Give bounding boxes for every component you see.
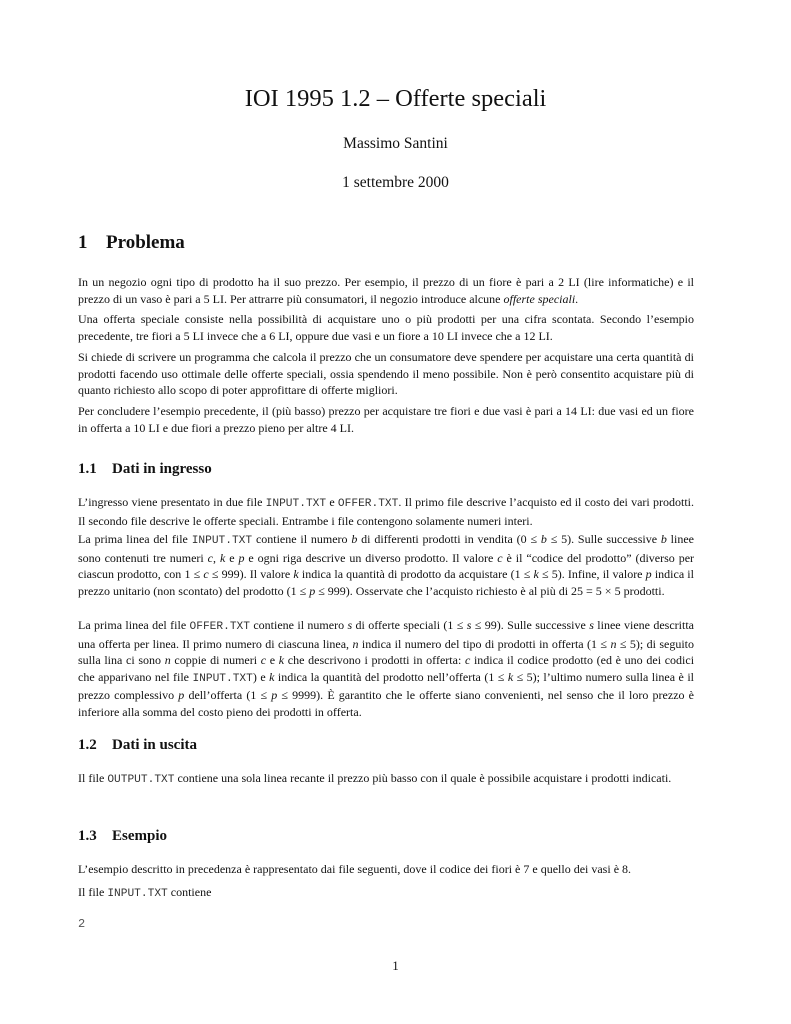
math-var: p xyxy=(309,583,316,598)
code-listing-line-mark: 2 xyxy=(78,917,86,931)
text-run: che descrivono i prodotti in offerta: xyxy=(284,653,465,667)
text-run: ≤ 999). Il valore xyxy=(208,567,294,581)
text-run: è il “codice del prodotto” (diverso per ciascun prodotto, con 1 ≤ xyxy=(78,550,695,581)
section-heading-problema xyxy=(78,232,185,254)
math-var: c xyxy=(497,550,503,565)
subsection-title: Dati in ingresso xyxy=(112,461,212,477)
text-run: contiene il numero xyxy=(249,618,348,632)
text-run: ≤ 5); di seguito sulla lina ci sono xyxy=(78,636,695,667)
text-run: indica il prezzo unitario (non scontato) del prodotto (1 ≤ xyxy=(78,567,694,598)
paragraph-input-format xyxy=(78,531,694,599)
text-run: ) e xyxy=(252,669,270,684)
math-var: p xyxy=(238,550,245,565)
math-var: b xyxy=(660,532,667,546)
paragraph-task: Si chiede di scrivere un programma che calcola il prezzo che un consumatore deve spendere per acquistare una certa quantità di prodotti facendo uso ottimale delle offerte speciali, ossia spendendo il meno possibile. Non è però consentito acquistare più di quanto richiesto allo scopo di poter approfittare di offerte migliori. xyxy=(78,350,694,397)
text-run: ≤ 9999). È garantito che le offerte siano convenienti, nel senso che il loro prezzo è inferiore alla somma del costo pieno dei prodotti in offerta. xyxy=(78,688,694,719)
math-var: s xyxy=(347,618,353,632)
subsection-number: 1.3 xyxy=(78,828,97,844)
text-run: ≤ 99). Sulle successive xyxy=(471,618,590,632)
text-run: . xyxy=(575,291,579,306)
text-run: dell’offerta (1 ≤ xyxy=(184,688,272,702)
text-run: ≤ 5). Infine, il valore xyxy=(538,567,646,581)
filename-input-txt: INPUT.TXT xyxy=(265,498,327,510)
subsection-title: Esempio xyxy=(112,828,168,844)
page-number: 1 xyxy=(392,958,399,973)
text-run: ≤ 5). Sulle successive xyxy=(546,532,661,546)
text-run: contiene una sola linea recante il prezzo più basso con il quale è possibile acquistare i prodotti indicati. xyxy=(174,771,672,785)
filename-input-txt: INPUT.TXT xyxy=(107,888,168,900)
paragraph-input-files xyxy=(78,494,694,529)
text-run: contiene il numero xyxy=(252,532,352,546)
text-run: e xyxy=(266,653,279,667)
paper-author: Massimo Santini xyxy=(343,135,448,152)
math-var: k xyxy=(293,567,299,581)
text-run: indica la quantità di prodotto da acquistare (1 ≤ xyxy=(298,567,534,581)
math-var: b xyxy=(540,532,547,546)
math-var: k xyxy=(278,653,285,667)
text-run: contiene xyxy=(167,885,212,899)
subsection-number: 1.2 xyxy=(78,737,97,753)
paragraph-example-conclusion: Per concludere l’esempio precedente, il (più basso) prezzo per acquistare tre fiori e due vasi è pari a 14 LI: due vasi ed un fiore in offerta a 10 LI e due fiori a prezzo pieno per altre 4 LI. xyxy=(78,404,694,435)
text-run: e xyxy=(326,495,338,509)
paragraph-offer-definition: Una offerta speciale consiste nella possibilità di acquistare uno o più prodotti per una cifra scontata. Secondo l’esempio precedente, tre fiori a 5 LI invece che a 6 LI, oppure due vasi e un fiore a 10 LI invece che a 12 LI. xyxy=(78,312,694,343)
text-run: Il file xyxy=(78,885,108,899)
emphasis-text: offerte speciali xyxy=(503,291,576,306)
math-var: c xyxy=(260,653,267,667)
math-var: k xyxy=(219,550,226,565)
text-run: di offerte speciali (1 ≤ xyxy=(352,618,467,632)
math-var: c xyxy=(203,567,209,581)
text-run: ≤ 999). Osservate che l’acquisto richiesto è al più di 25 = 5 × 5 prodotti. xyxy=(315,583,665,598)
subsection-heading-example xyxy=(78,828,167,845)
subsection-heading-output xyxy=(78,737,197,754)
math-var: n xyxy=(352,636,359,651)
math-var: p xyxy=(645,567,652,581)
filename-output-txt: OUTPUT.TXT xyxy=(107,774,175,786)
paragraph-output-format xyxy=(78,770,694,789)
section-number: 1 xyxy=(78,232,88,253)
text-run: Il file xyxy=(78,771,108,785)
text-run: e xyxy=(225,550,239,565)
filename-input-txt: INPUT.TXT xyxy=(192,672,253,685)
paper-date: 1 settembre 2000 xyxy=(342,174,449,191)
math-var: n xyxy=(610,636,617,651)
text-run: linee viene descritta una offerta per linea. Il primo numero di ciascuna linea, xyxy=(78,618,695,651)
text-run: linee sono contenuti tre numeri xyxy=(78,532,694,565)
math-var: c xyxy=(464,653,471,667)
math-var: p xyxy=(178,688,185,702)
subsection-title: Dati in uscita xyxy=(112,737,198,753)
text-run: coppie di numeri xyxy=(170,653,261,667)
paragraph-intro xyxy=(78,274,694,307)
paragraph-offer-format xyxy=(78,617,694,720)
text-run: indica il numero del tipo di prodotti in offerta (1 ≤ xyxy=(358,636,611,651)
math-var: s xyxy=(466,618,472,632)
filename-offer-txt: OFFER.TXT xyxy=(337,498,399,510)
paragraph-input-file-intro xyxy=(78,884,694,903)
math-var: c xyxy=(207,550,213,565)
section-title: Problema xyxy=(106,232,185,253)
text-run: La prima linea del file xyxy=(78,532,192,546)
paper-title: IOI 1995 1.2 – Offerte speciali xyxy=(244,85,547,112)
math-var: s xyxy=(589,618,594,632)
filename-input-txt: INPUT.TXT xyxy=(191,535,253,547)
text-run: indica la quantità del prodotto nell’offerta (1 ≤ xyxy=(274,669,508,684)
subsection-number: 1.1 xyxy=(78,461,97,477)
paragraph-example-description: L’esempio descritto in precedenza è rappresentato dai file seguenti, dove il codice dei fiori è 7 e quello dei vasi è 8. xyxy=(78,862,632,876)
text-run: In un negozio ogni tipo di prodotto ha il suo prezzo. Per esempio, il prezzo di un fiore è pari a 2 LI (lire informatiche) e il prezzo di un vaso è pari a 5 LI. Per attrarre più consumatori, il negozio introduce alcune xyxy=(78,275,694,306)
text-run: , xyxy=(213,550,220,565)
text-run: . Il primo file descrive l’acquisto ed il costo dei vari prodotti. Il secondo file descrive le offerte speciali. Entrambe i file contengono solamente numeri interi. xyxy=(78,495,695,528)
math-var: k xyxy=(269,669,275,684)
text-run: La prima linea del file xyxy=(78,618,190,632)
text-run: di differenti prodotti in vendita (0 ≤ xyxy=(357,532,541,546)
math-var: b xyxy=(351,532,358,546)
math-var: n xyxy=(164,653,171,667)
math-var: p xyxy=(271,688,278,702)
text-run: e ogni riga descrive un diverso prodotto. Il valore xyxy=(244,550,498,565)
text-run: indica il codice prodotto (ed è uno dei codici che apparivano nel file xyxy=(78,653,695,684)
text-run: L’ingresso viene presentato in due file xyxy=(78,495,266,509)
math-var: k xyxy=(507,669,514,684)
text-run: ≤ 5); l’ultimo numero sulla linea è il prezzo complessivo xyxy=(78,669,694,702)
filename-offer-txt: OFFER.TXT xyxy=(189,621,250,633)
math-var: k xyxy=(533,567,539,581)
subsection-heading-input xyxy=(78,461,212,478)
